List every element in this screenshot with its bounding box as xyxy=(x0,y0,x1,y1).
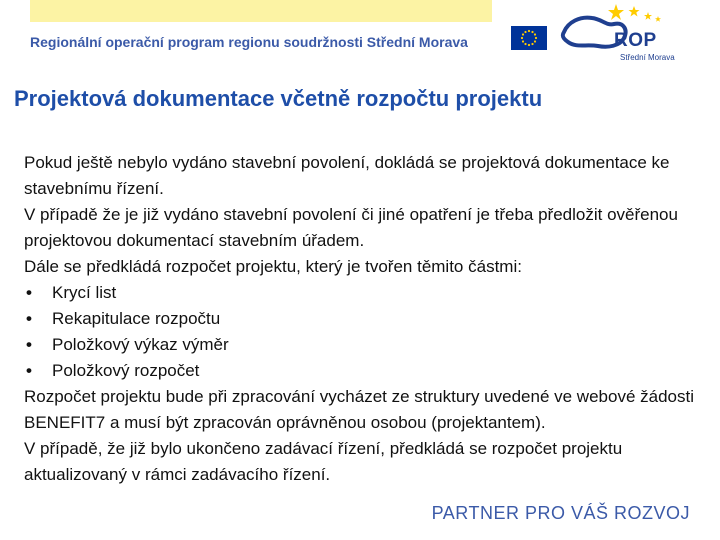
paragraph-1-end: . xyxy=(159,179,164,198)
list-item: • Položkový rozpočet xyxy=(24,358,704,384)
list-item: • Rekapitulace rozpočtu xyxy=(24,306,704,332)
list-item: • Krycí list xyxy=(24,280,704,306)
footer-slogan: PARTNER PRO VÁŠ ROZVOJ xyxy=(431,503,690,523)
paragraph-4: Rozpočet projektu bude při zpracování vycházet ze struktury uvedené ve webové žádosti BENEFIT7 a musí být zpracován oprávněnou osobou (projektantem). xyxy=(24,387,694,432)
header-banner xyxy=(30,0,492,22)
paragraph-1-text: Pokud ještě nebylo vydáno stavební povolení, dokládá se xyxy=(24,153,462,172)
paragraph-2: V případě že je již vydáno stavební povolení či jiné opatření je třeba předložit ověřenou projektovou dokumentací stavebním úřadem. xyxy=(24,205,678,250)
eu-flag-icon xyxy=(511,26,547,50)
paragraph-1-emphasis: projektová dokumentace ke stavebnímu řízení xyxy=(24,153,670,198)
slide-title: Projektová dokumentace včetně rozpočtu projektu xyxy=(14,86,543,111)
paragraph-3: Dále se předkládá rozpočet projektu, který je tvořen těmito částmi: xyxy=(24,257,522,276)
paragraph-5: V případě, že již bylo ukončeno zadávací řízení, předkládá se rozpočet projektu aktualizovaný v rámci zadávacího řízení. xyxy=(24,439,623,484)
slide-body xyxy=(24,150,704,488)
program-title: Regionální operační program regionu soudržnosti Střední Morava xyxy=(30,34,468,50)
list-item: • Položkový výkaz výměr xyxy=(24,332,704,358)
rop-logo-subtext: Střední Morava xyxy=(620,53,675,62)
budget-parts-list xyxy=(24,280,704,384)
paragraph-1 xyxy=(24,150,704,202)
rop-logo-text: ROP xyxy=(614,30,657,51)
